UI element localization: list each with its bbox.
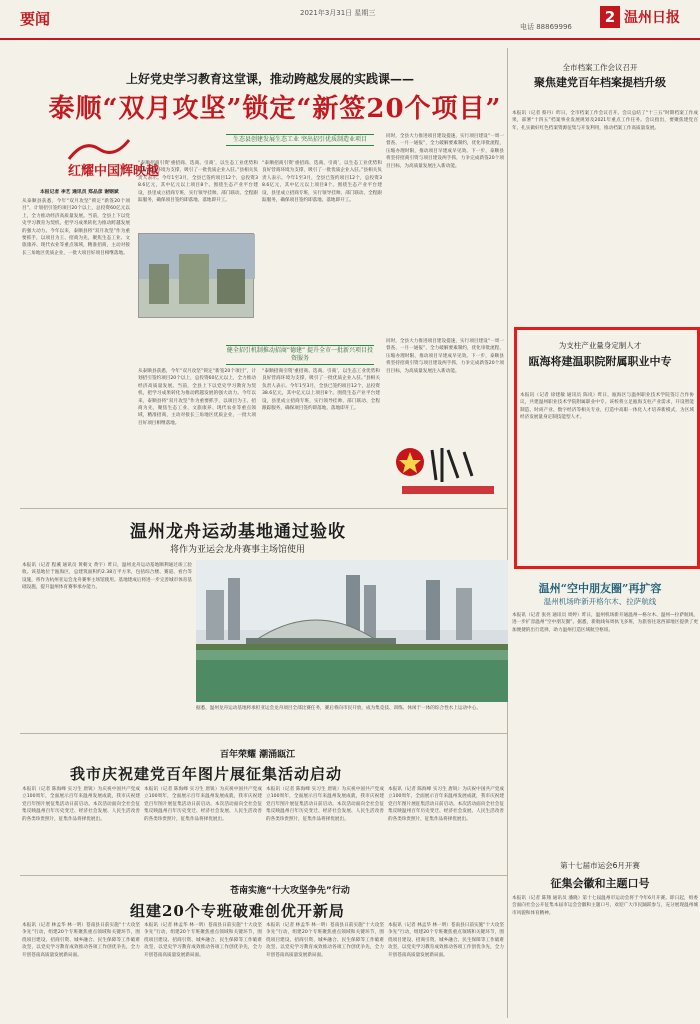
- cangnan-kicker: 苍南实施“十大攻坚争先”行动: [230, 886, 350, 896]
- exhibit-headline: 我市庆祝建党百年图片展征集活动启动: [70, 765, 343, 783]
- column-divider: [507, 48, 508, 1018]
- airport-subhead: 温州机场昨新开格尔木、拉萨航线: [543, 597, 657, 606]
- section-divider: [20, 875, 507, 876]
- centenary-story-logo: [392, 440, 504, 504]
- phone-number: 电话 88869996: [520, 23, 572, 31]
- vocational-headline: 瓯海将建温职院附属职业中专: [528, 355, 672, 368]
- longboat-headline: 温州龙舟运动基地通过验收: [130, 522, 346, 542]
- lead-body-col2b: “泰顺招商引资‘重招商、选商、引商’，以生态工业优势和良好营商环境为支撑，吸引了一批优质企业入驻。”县相关负责人表示。今年1至3月，全县已签约项目12个，总投资38.6亿元，其中亿元以上项目8个。围绕生态产业平台建设，县里成立招商专班，实行领导挂帅、部门联动、全程跟踪服务，确保项目签约即落地、落地即开工。: [262, 161, 382, 204]
- lead-body-col3: 同时，全县大力推进项目建设提速，实行项目建设“一周一督查、一月一通报”，全力破解要素制约，优化审批流程，压缩办理时限，推动项目早建成早见效。下一步，泰顺县将坚持招商引资与项目建设两手抓，力争完成新签20个项目目标，为高质量发展注入新动能。: [386, 134, 504, 169]
- lead-subhead-2: 健全招引机制推动招商“德建” 提升全市一批新兴项目投资服务: [226, 345, 374, 365]
- lead-subhead-1: 生态县创建发展生态工业 突出招引优质制造业项目: [226, 134, 374, 146]
- exhibit-body-4: 本报讯（记者 陈海峰 实习生 唐锐）为庆祝中国共产党成立100周年，全面展示百年来温州发展成就，我市庆祝建党百年图片展征集活动日前启动。本次活动面向全社会征集反映温州百年历史变迁、经济社会发展、人民生活改善的各类珍贵照片，征集作品将择优展出。: [388, 787, 504, 822]
- airport-headline: 温州“空中朋友圈”再扩容: [538, 582, 662, 595]
- lead-body-col6: 同时，全县大力推进项目建设提速，实行项目建设“一周一督查、一月一通报”，全力破解要素制约，优化审批流程，压缩办理时限，推动项目早建成早见效。下一步，泰顺县将坚持招商引资与项目建设两手抓，力争完成新签20个项目目标，为高质量发展注入新动能。: [386, 339, 504, 374]
- vocational-body: 本报讯（记者 徐建敏 通讯员 陈岚）昨日，瓯海区与温州职业技术学院签订合作协议，共建温州职业技术学院附属职业中专。该校将立足瓯海支柱产业需求，开设智能制造、时尚产业、数字经济等相关专业，打造中高职一体化人才培养新模式，为区域经济发展量身定制技能型人才。: [520, 393, 694, 421]
- games-headline: 征集会徽和主题口号: [550, 877, 650, 890]
- airport-body: 本报讯（记者 张亮 通讯员 周婷）昨日，温州机场新开通温州—格尔木、温州—拉萨航线，进一步扩容温州“空中朋友圈”。据悉，新航线每周执飞多班，为旅客往返西部地区提供了更加便捷的出行选择，助力温州打造区域航空枢纽。: [512, 613, 698, 633]
- cangnan-body-1: 本报讯（记者 林孟华 林一明）苍南县日前实施“十大攻坚争先”行动，组建20个专班聚焦重点领域和关键环节，围绕项目建设、招商引资、城乡融合、民生保障等工作破难攻坚，以党史学习教育成效推动各项工作创优争先，全力开创苍南高质量发展新局面。: [22, 923, 140, 958]
- exhibit-body-1: 本报讯（记者 陈海峰 实习生 唐锐）为庆祝中国共产党成立100周年，全面展示百年来温州发展成就，我市庆祝建党百年图片展征集活动日前启动。本次活动面向全社会征集反映温州百年历史变迁、经济社会发展、人民生活改善的各类珍贵照片，征集作品将择优展出。: [22, 787, 140, 822]
- longboat-subhead: 将作为亚运会龙舟赛事主场馆使用: [170, 545, 306, 555]
- page-number-badge: 2: [600, 6, 620, 28]
- masthead: [0, 0, 700, 40]
- lead-body-col2: “泰顺招商引资‘重招商、选商、引商’，以生态工业优势和良好营商环境为支撑，吸引了一批优质企业入驻。”县相关负责人表示。今年1至3月，全县已签约项目12个，总投资38.6亿元，其中亿元以上项目8个。围绕生态产业平台建设，县里成立招商专班，实行领导挂帅、部门联动、全程跟踪服务，确保项目签约即落地、落地即开工。: [138, 161, 258, 204]
- cangnan-headline: 组建20个专班破难创优开新局: [130, 902, 345, 920]
- games-kicker: 第十七届市运会6月开赛: [560, 861, 640, 870]
- exhibit-kicker: 百年荣耀 潮涌瓯江: [220, 750, 296, 760]
- cangnan-body-2: 本报讯（记者 林孟华 林一明）苍南县日前实施“十大攻坚争先”行动，组建20个专班聚焦重点领域和关键环节，围绕项目建设、招商引资、城乡融合、民生保障等工作破难攻坚，以党史学习教育成效推动各项工作创优争先，全力开创苍南高质量发展新局面。: [144, 923, 262, 958]
- lead-headline: 泰顺“双月攻坚”锁定“新签20个项目”: [48, 94, 502, 124]
- lead-body-col4: 从泰顺县获悉，今年“双月攻坚”锁定“新签20个项目”，计划招引签约项目20个以上，总投资60亿元以上，全力推动经济高质量发展。当前，全县上下以党史学习教育为契机，把学习成果转化为推动跨越发展的强大动力。今年以来，泰顺县将“双月攻坚”作为重要抓手，以项目为王、招商为先，聚焦生态工业、文旅康养、现代农业等重点领域，精准招商，主动对接长三角地区优质企业，一批大项目好项目相继落地。: [138, 369, 256, 426]
- section-title: 要闻: [20, 10, 51, 28]
- column-logo-text: 红耀中国辉映越: [68, 164, 160, 179]
- games-body: 本报讯（记者 陈翔 通讯员 潘晓）第十七届温州市运动会将于今年6月开赛。即日起，组委会面向社会公开征集本届市运会会徽和主题口号，欢迎广大市民踊跃参与，充分展现温州城市风貌和体育精神。: [512, 896, 698, 916]
- lead-body-col1: 从泰顺县获悉，今年“双月攻坚”锁定“新签20个项目”，计划招引签约项目20个以上，总投资60亿元以上，全力推动经济高质量发展。当前，全县上下以党史学习教育为契机，把学习成果转化为推动跨越发展的强大动力。今年以来，泰顺县将“双月攻坚”作为重要抓手，以项目为王、招商为先，聚焦生态工业、文旅康养、现代农业等重点领域，精准招商，主动对接长三角地区优质企业，一批大项目好项目相继落地。: [22, 199, 130, 256]
- longboat-body-2: 据悉，温州龙舟运动基地将承担亚运会龙舟项目全部比赛任务，赛后将向市民开放，成为集竞技、训练、休闲于一体的综合性水上运动中心。: [196, 706, 481, 711]
- longboat-body: 本报讯（记者 程溪 通讯员 黄朝文 黄宇）昨日，温州龙舟运动基地顺利通过竣工验收。该基地位于瓯海区，总建筑面积约2.38万平方米，包括综合楼、赛道、看台等设施，将作为杭州亚运会龙舟赛事主场馆使用。基地建成后将进一步完善城市体育基础设施，提升温州体育赛事承办能力。: [22, 563, 192, 591]
- lead-kicker: 上好党史学习教育这堂课，推动跨越发展的实践课——: [125, 72, 414, 86]
- lead-photo: [138, 233, 254, 318]
- vocational-kicker: 为支柱产业量身定制人才: [558, 341, 642, 350]
- section-divider: [20, 508, 507, 509]
- archive-headline: 聚焦建党百年档案提档升级: [534, 76, 666, 89]
- newspaper-name: 温州日报: [624, 10, 680, 26]
- cangnan-body-4: 本报讯（记者 林孟华 林一明）苍南县日前实施“十大攻坚争先”行动，组建20个专班聚焦重点领域和关键环节，围绕项目建设、招商引资、城乡融合、民生保障等工作破难攻坚，以党史学习教育成效推动各项工作创优争先，全力开创苍南高质量发展新局面。: [388, 923, 504, 958]
- exhibit-body-2: 本报讯（记者 陈海峰 实习生 唐锐）为庆祝中国共产党成立100周年，全面展示百年来温州发展成就，我市庆祝建党百年图片展征集活动日前启动。本次活动面向全社会征集反映温州百年历史变迁、经济社会发展、人民生活改善的各类珍贵照片，征集作品将择优展出。: [144, 787, 262, 822]
- archive-body: 本报讯（记者 蔡丹）昨日，全市档案工作会议召开。会议总结了“十三五”时期档案工作成果，部署“十四五”档案事业发展规划及2021年重点工作任务。会议指出，要聚焦建党百年，扎实做好红色档案资源征集与开发利用，推动档案工作高质量发展。: [512, 111, 698, 131]
- archive-kicker: 全市档案工作会议召开: [562, 63, 638, 72]
- section-divider: [20, 733, 507, 734]
- longboat-base-photo: [196, 560, 508, 702]
- issue-date: 2021年3月31日 星期三: [300, 9, 376, 17]
- lead-body-col5: “泰顺招商引资‘重招商、选商、引商’，以生态工业优势和良好营商环境为支撑，吸引了一批优质企业入驻。”县相关负责人表示。今年1至3月，全县已签约项目12个，总投资38.6亿元，其中亿元以上项目8个。围绕生态产业平台建设，县里成立招商专班，实行领导挂帅、部门联动、全程跟踪服务，确保项目签约即落地、落地即开工。: [262, 369, 380, 412]
- lead-byline: 本报记者 李艺 通讯员 郑品彦 谢钢斌: [40, 190, 119, 195]
- exhibit-body-3: 本报讯（记者 陈海峰 实习生 唐锐）为庆祝中国共产党成立100周年，全面展示百年来温州发展成就，我市庆祝建党百年图片展征集活动日前启动。本次活动面向全社会征集反映温州百年历史变迁、经济社会发展、人民生活改善的各类珍贵照片，征集作品将择优展出。: [266, 787, 384, 822]
- cangnan-body-3: 本报讯（记者 林孟华 林一明）苍南县日前实施“十大攻坚争先”行动，组建20个专班聚焦重点领域和关键环节，围绕项目建设、招商引资、城乡融合、民生保障等工作破难攻坚，以党史学习教育成效推动各项工作创优争先，全力开创苍南高质量发展新局面。: [266, 923, 384, 958]
